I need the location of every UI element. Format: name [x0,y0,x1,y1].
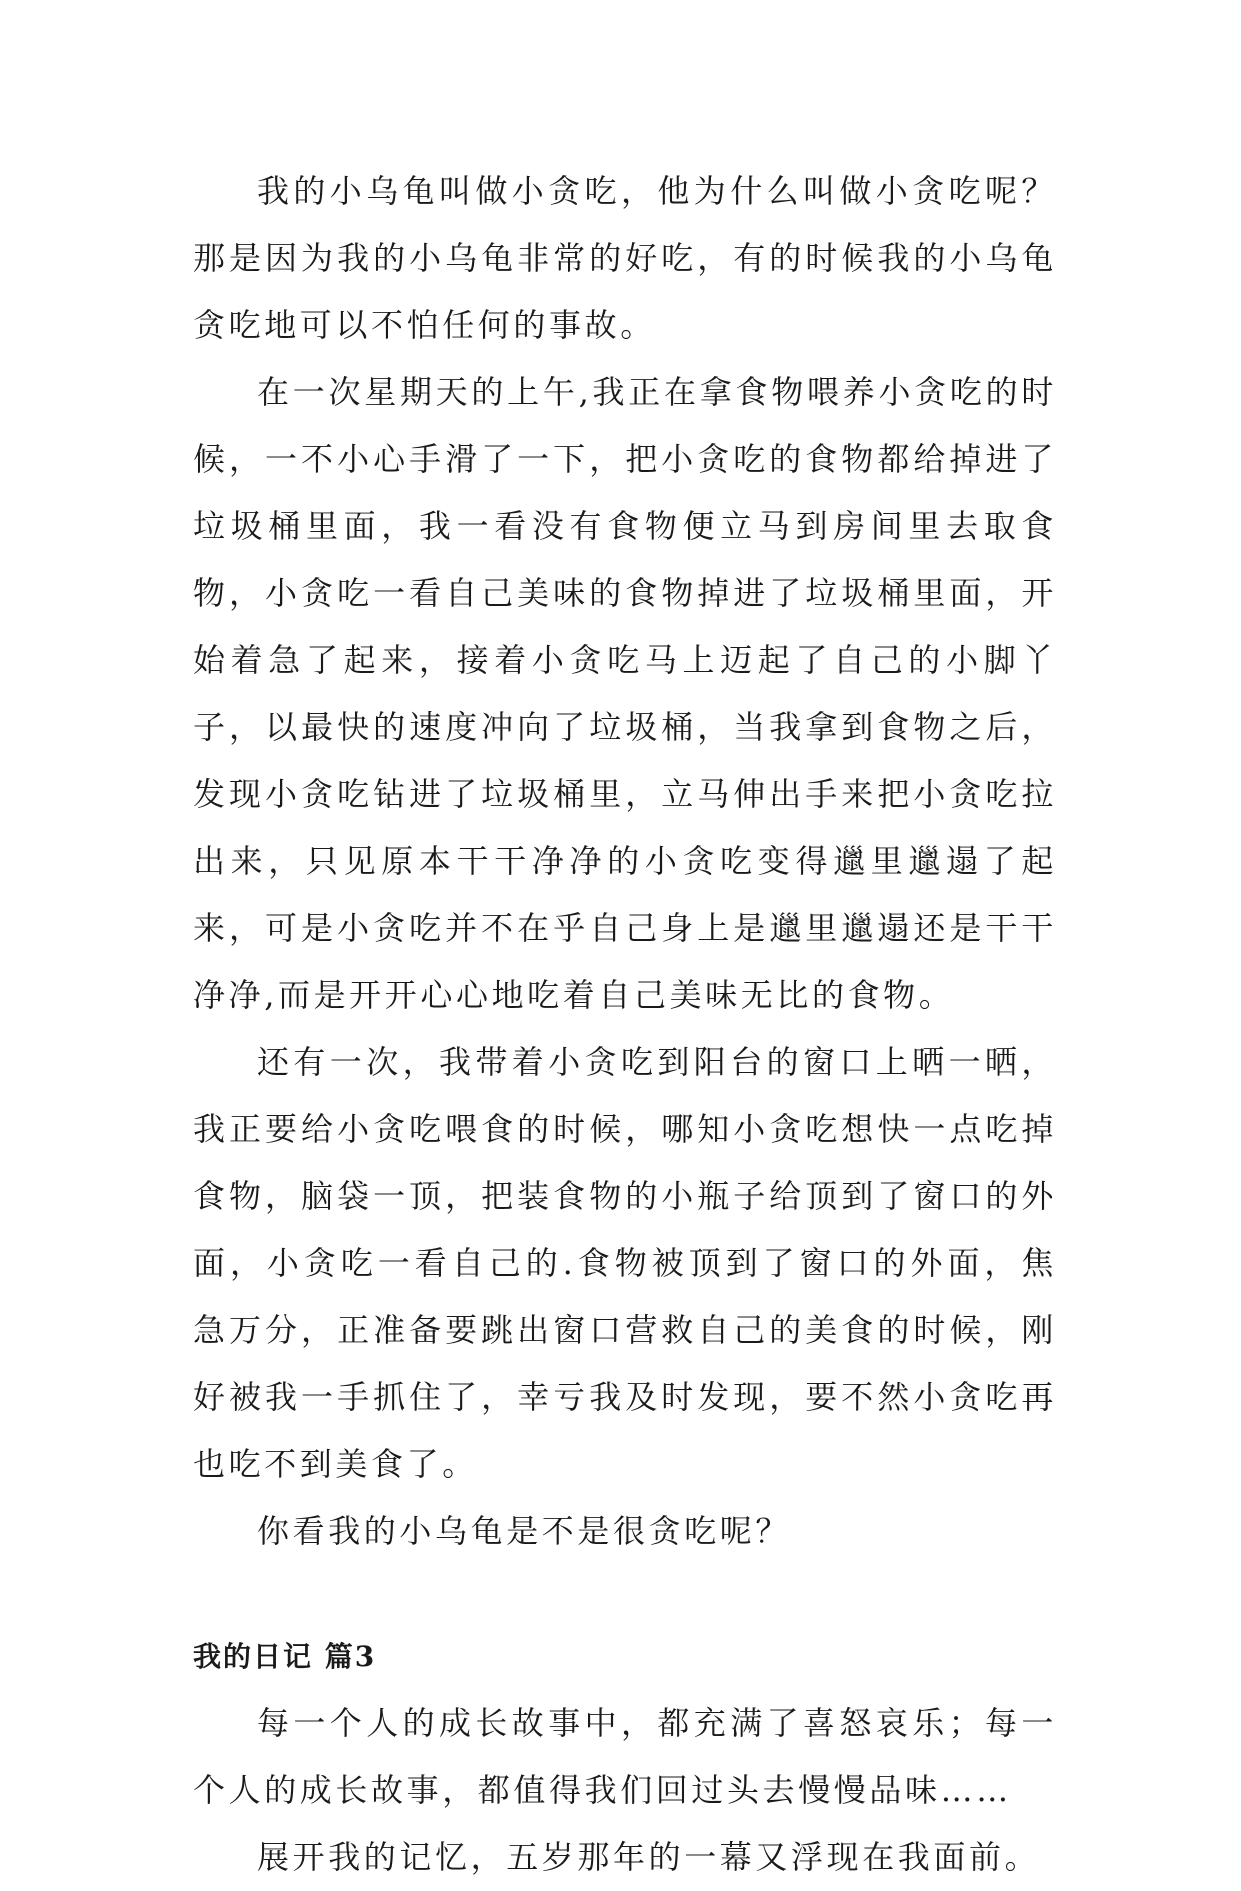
paragraph-growth-story: 每一个人的成长故事中，都充满了喜怒哀乐；每一个人的成长故事，都值得我们回过头去慢慢品味…… [193,1704,1057,1809]
paragraph-closing-question: 你看我的小乌龟是不是很贪吃呢？ [257,1512,792,1550]
paragraph-memory: 展开我的记忆，五岁那年的一幕又浮现在我面前。 [257,1838,1041,1876]
document-body [193,158,1057,1891]
section-heading: 我的日记 篇3 [193,1640,377,1673]
paragraph-trash-can-story: 在一次星期天的上午,我正在拿食物喂养小贪吃的时候，一不小心手滑了一下，把小贪吃的食物都给掉进了垃圾桶里面，我一看没有食物便立马到房间里去取食物，小贪吃一看自己美味的食物掉进了垃圾桶里面，开始着急了起来，接着小贪吃马上迈起了自己的小脚丫子，以最快的速度冲向了垃圾桶，当我拿到食物之后，发现小贪吃钻进了垃圾桶里，立马伸出手来把小贪吃拉出来，只见原本干干净净的小贪吃变得邋里邋遢了起来，可是小贪吃并不在乎自己身上是邋里邋遢还是干干净净,而是开开心心地吃着自己美味无比的食物。 [193,373,1057,1014]
paragraph-intro: 我的小乌龟叫做小贪吃，他为什么叫做小贪吃呢？那是因为我的小乌龟非常的好吃，有的时候我的小乌龟贪吃地可以不怕任何的事故。 [193,172,1057,344]
paragraph-balcony-story: 还有一次，我带着小贪吃到阳台的窗口上晒一晒，我正要给小贪吃喂食的时候，哪知小贪吃想快一点吃掉食物，脑袋一顶，把装食物的小瓶子给顶到了窗口的外面，小贪吃一看自己的.食物被顶到了窗口的外面，焦急万分，正准备要跳出窗口营救自己的美食的时候，刚好被我一手抓住了，幸亏我及时发现，要不然小贪吃再也吃不到美食了。 [193,1043,1057,1483]
